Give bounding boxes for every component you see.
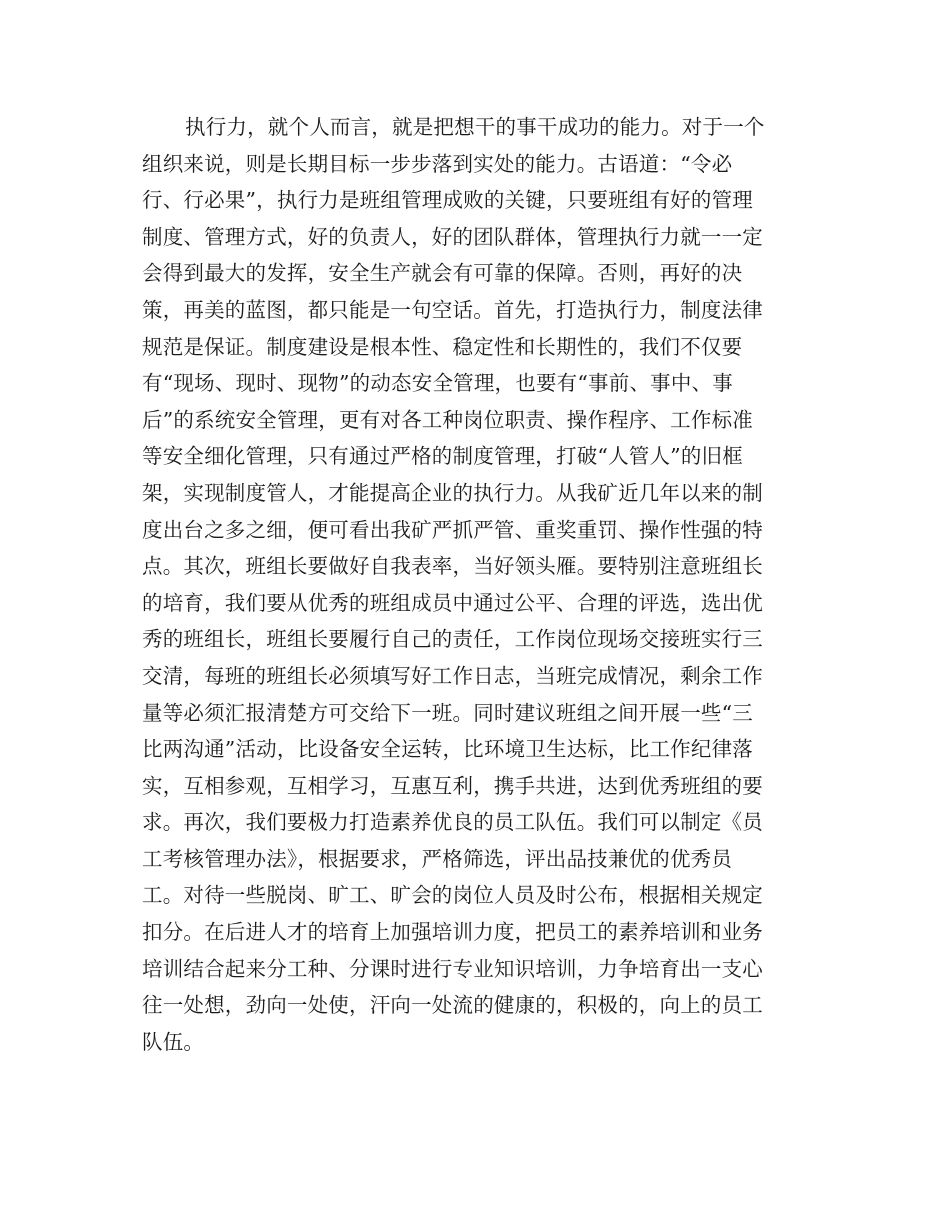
paragraph-line: 有“现场、现时、现物”的动态安全管理，也要有“事前、事中、事: [142, 371, 733, 396]
paragraph-line: 工。对待一些脱岗、旷工、旷会的岗位人员及时公布，根据相关规定: [142, 883, 763, 908]
paragraph-line: 制度、管理方式，好的负责人，好的团队群体，管理执行力就一一定: [142, 224, 763, 249]
body-paragraph: [142, 109, 802, 1060]
paragraph-line: 比两沟通”活动，比设备安全运转，比环境卫生达标，比工作纪律落: [142, 737, 753, 762]
paragraph-line: 队伍。: [142, 1029, 205, 1054]
paragraph-line: 量等必须汇报清楚方可交给下一班。同时建议班组之间开展一些“三: [142, 700, 753, 725]
paragraph-line: 度出台之多之细，便可看出我矿严抓严管、重奖重罚、操作性强的特: [142, 517, 763, 542]
paragraph-line: 架，实现制度管人，才能提高企业的执行力。从我矿近几年以来的制: [142, 480, 763, 505]
paragraph-line: 点。其次，班组长要做好自我表率，当好领头雁。要特别注意班组长: [142, 554, 763, 579]
paragraph-line: 组织来说，则是长期目标一步步落到实处的能力。古语道：“令必: [142, 151, 733, 176]
paragraph-line: 交清，每班的班组长必须填写好工作日志，当班完成情况，剩余工作: [142, 663, 763, 688]
paragraph-line: 会得到最大的发挥，安全生产就会有可靠的保障。否则，再好的决: [142, 261, 743, 286]
paragraph-line: 规范是保证。制度建设是根本性、稳定性和长期性的，我们不仅要: [142, 334, 743, 359]
paragraph-line: 的培育，我们要从优秀的班组成员中通过公平、合理的评选，选出优: [142, 590, 763, 615]
paragraph-line: 行、行必果”，执行力是班组管理成败的关键，只要班组有好的管理: [142, 188, 753, 213]
paragraph-line: 工考核管理办法》，根据要求，严格筛选，评出品技兼优的优秀员: [142, 846, 733, 871]
paragraph-line: 实，互相参观，互相学习，互惠互利，携手共进，达到优秀班组的要: [142, 773, 763, 798]
paragraph-line: 扣分。在后进人才的培育上加强培训力度，把员工的素养培训和业务: [142, 920, 763, 945]
paragraph-line: 培训结合起来分工种、分课时进行专业知识培训，力争培育出一支心: [142, 956, 763, 981]
paragraph-line: 后”的系统安全管理，更有对各工种岗位职责、操作程序、工作标准: [142, 407, 753, 432]
paragraph-line: 秀的班组长，班组长要履行自己的责任，工作岗位现场交接班实行三: [142, 627, 763, 652]
paragraph-line: 策，再美的蓝图，都只能是一句空话。首先，打造执行力，制度法律: [142, 297, 763, 322]
paragraph-line: 等安全细化管理，只有通过严格的制度管理，打破“人管人”的旧框: [142, 444, 743, 469]
paragraph-line: 求。再次，我们要极力打造素养优良的员工队伍。我们可以制定《员: [142, 810, 763, 835]
paragraph-line: 执行力，就个人而言，就是把想干的事干成功的能力。对于一个: [185, 115, 765, 139]
paragraph-line: 往一处想，劲向一处使，汗向一处流的健康的，积极的，向上的员工: [142, 993, 763, 1018]
